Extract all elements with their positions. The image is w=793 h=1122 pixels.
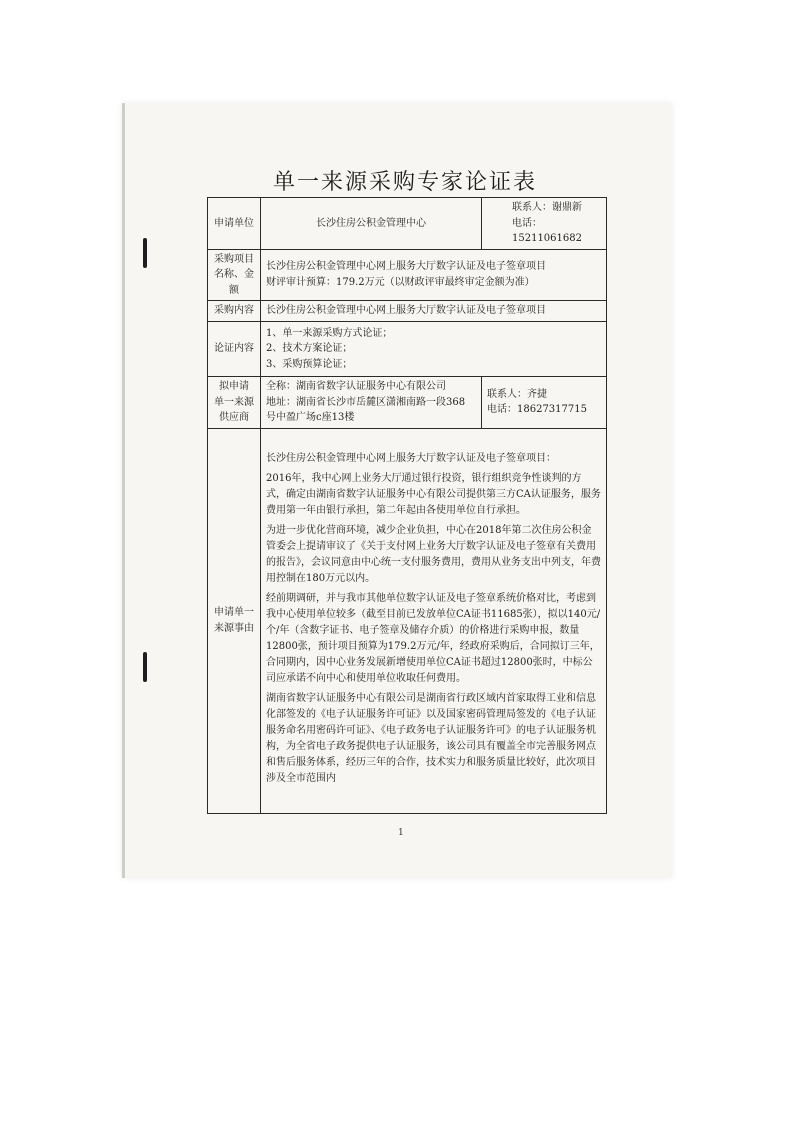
expert-form-table: [207, 197, 607, 814]
demonstration-item: 1、单一来源采购方式论证；: [266, 327, 393, 339]
reason-row: [208, 428, 607, 813]
reason-label-line2: 来源事由: [214, 622, 254, 634]
content-row: [208, 301, 607, 322]
supplier-address-line2: 号中盈广场c座13楼: [266, 412, 355, 423]
reason-paragraph: 2016年，我中心网上业务大厅通过银行投资，银行组织竞争性谈判的方式，确定由湖南省数字认证服务中心有限公司提供第三方CA认证服务，服务费用第一年由银行承担，第二年起由各使用单位自行承担。: [266, 472, 601, 516]
demonstration-label: 论证内容: [208, 321, 261, 377]
supplier-label: [208, 377, 261, 429]
demonstration-item: 2、技术方案论证；: [266, 343, 353, 354]
supplier-info: [261, 377, 482, 429]
applicant-contact-cell: [482, 198, 607, 250]
supplier-name: 全称：湖南省数字认证服务中心有限公司: [266, 381, 446, 392]
supplier-contact: 联系人：齐捷: [487, 388, 547, 400]
demonstration-items: [261, 321, 607, 377]
content-label: 采购内容: [208, 301, 261, 322]
reason-paragraph: 湖南省数字认证服务中心有限公司是湖南省行政区域内首家取得工业和信息化部签发的《电子认证服务许可证》以及国家密码管理局签发的《电子认证服务命名用密码许可证》、《电子政务电子认证服务许可》的电子认证服务机构，为全省电子政务提供电子认证服务，该公司具有覆盖全市完善服务网点和售后服务体系，经历三年的合作，技术实力和服务质量比较好，此次项目涉及全市范围内: [266, 692, 596, 784]
project-label-line1: 采购项目: [214, 253, 254, 265]
binder-mark-bottom: [143, 652, 147, 682]
reason-label-line1: 申请单一: [214, 607, 254, 618]
document-title: 单一来源采购专家论证表: [272, 170, 537, 195]
supplier-row: [208, 377, 607, 429]
reason-body: [261, 428, 607, 813]
project-value: [261, 249, 607, 301]
scan-edge: [122, 103, 125, 878]
supplier-label-line1: 拟申请: [219, 381, 249, 392]
supplier-label-line2: 单一来源: [214, 396, 254, 408]
project-label-line2: 名称、金额: [214, 269, 254, 296]
binder-mark-top: [143, 238, 147, 268]
applicant-label: 申请单位: [208, 198, 261, 250]
project-budget: 财评审计预算：179.2万元（以财政评审最终审定金额为准）: [266, 276, 535, 288]
page-number: 1: [398, 828, 404, 838]
reason-paragraph: 长沙住房公积金管理中心网上服务大厅数字认证及电子签章项目：: [266, 452, 556, 464]
supplier-address-line1: 地址：湖南省长沙市岳麓区潇湘南路一段368: [266, 396, 466, 408]
project-name: 长沙住房公积金管理中心网上服务大厅数字认证及电子签章项目: [266, 261, 546, 273]
supplier-contact-cell: [482, 377, 607, 429]
reason-label: [208, 428, 261, 813]
applicant-contact: 联系人：谢鼎新: [512, 202, 582, 213]
project-row: [208, 249, 607, 301]
applicant-name: 长沙住房公积金管理中心: [261, 198, 482, 250]
reason-paragraph: 经前期调研，并与我市其他单位数字认证及电子签章系统价格对比，考虑到我中心使用单位较多（截至目前已发放单位CA证书11685张），拟以140元/个/年（含数字证书、电子签章及储存介质）的价格进行采购申报，数量12800张，预计项目预算为179.2万元/年，经政府采购后，合同拟订三年，合同期内，因中心业务发展新增使用单位CA证书超过12800张时，中标公司应承诺不向中心和使用单位收取任何费用。: [266, 592, 601, 684]
applicant-phone: 电话：15211061682: [512, 217, 582, 244]
supplier-phone: 电话：18627317715: [487, 404, 587, 416]
applicant-row: [208, 198, 607, 250]
supplier-label-line3: 供应商: [219, 412, 249, 423]
demonstration-row: [208, 321, 607, 377]
demonstration-item: 3、采购预算论证；: [266, 358, 353, 370]
project-label: [208, 249, 261, 301]
content-value: 长沙住房公积金管理中心网上服务大厅数字认证及电子签章项目: [261, 301, 607, 322]
reason-paragraph: 为进一步优化营商环境，减少企业负担，中心在2018年第二次住房公积金管委会上提请审议了《关于支付网上业务大厅数字认证及电子签章有关费用的报告》，会议同意由中心统一支付服务费用，费用从业务支出中列支，年费用控制在180万元以内。: [266, 524, 601, 584]
